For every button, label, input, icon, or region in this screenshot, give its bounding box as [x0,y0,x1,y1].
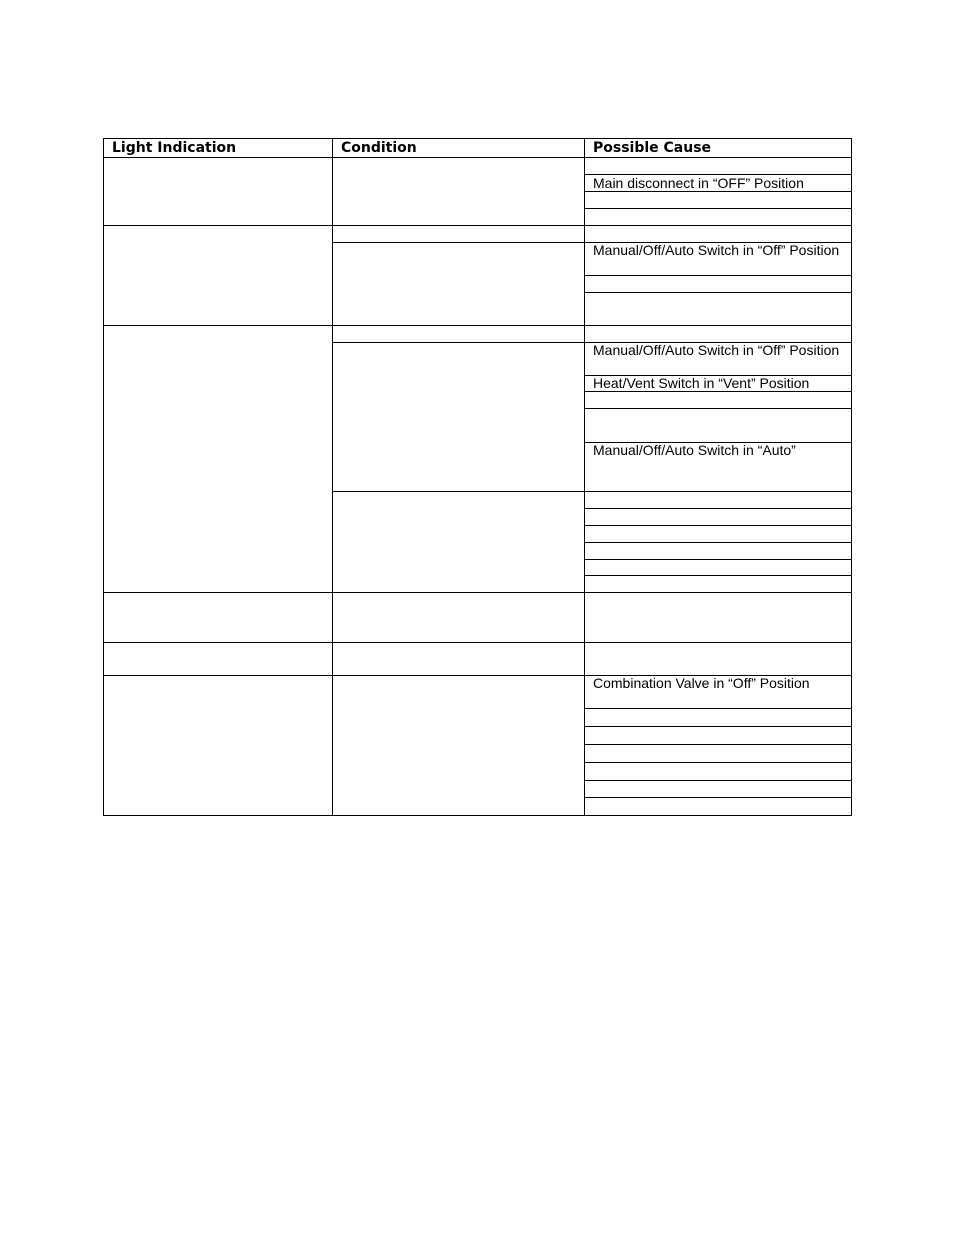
row-divider-group-3 [104,592,851,593]
cause-divider [585,708,851,709]
cause-divider [585,208,851,209]
cause-divider [585,726,851,727]
cause-divider [585,559,851,560]
cause-divider [585,191,851,192]
cause-divider [585,762,851,763]
header-light-indication: Light Indication [112,140,237,156]
condition-divider [333,491,851,492]
cause-divider [585,408,851,409]
header-condition: Condition [341,140,417,156]
cause-divider [585,508,851,509]
cause-divider [585,797,851,798]
cause-heat-vent-switch-vent: Heat/Vent Switch in “Vent” Position [593,375,810,391]
cause-divider [585,780,851,781]
cause-divider [585,542,851,543]
row-divider-group-2 [104,325,851,326]
cause-divider [585,525,851,526]
cause-manual-switch-off: Manual/Off/Auto Switch in “Off” Position [593,242,840,258]
column-divider-2 [584,139,585,815]
column-divider-1 [332,139,333,815]
cause-manual-switch-auto: Manual/Off/Auto Switch in “Auto” [593,442,796,458]
cause-divider [585,575,851,576]
row-divider-group-4 [104,642,851,643]
cause-divider [585,744,851,745]
row-divider-header [104,157,851,158]
row-divider-group-1 [104,225,851,226]
cause-divider [585,292,851,293]
cause-divider [585,275,851,276]
cause-combination-valve-off: Combination Valve in “Off” Position [593,675,810,691]
cause-manual-switch-off: Manual/Off/Auto Switch in “Off” Position [593,342,840,358]
cause-divider [585,391,851,392]
cause-main-disconnect-off: Main disconnect in “OFF” Position [593,175,804,191]
troubleshooting-table [103,138,852,816]
header-possible-cause: Possible Cause [593,140,712,156]
